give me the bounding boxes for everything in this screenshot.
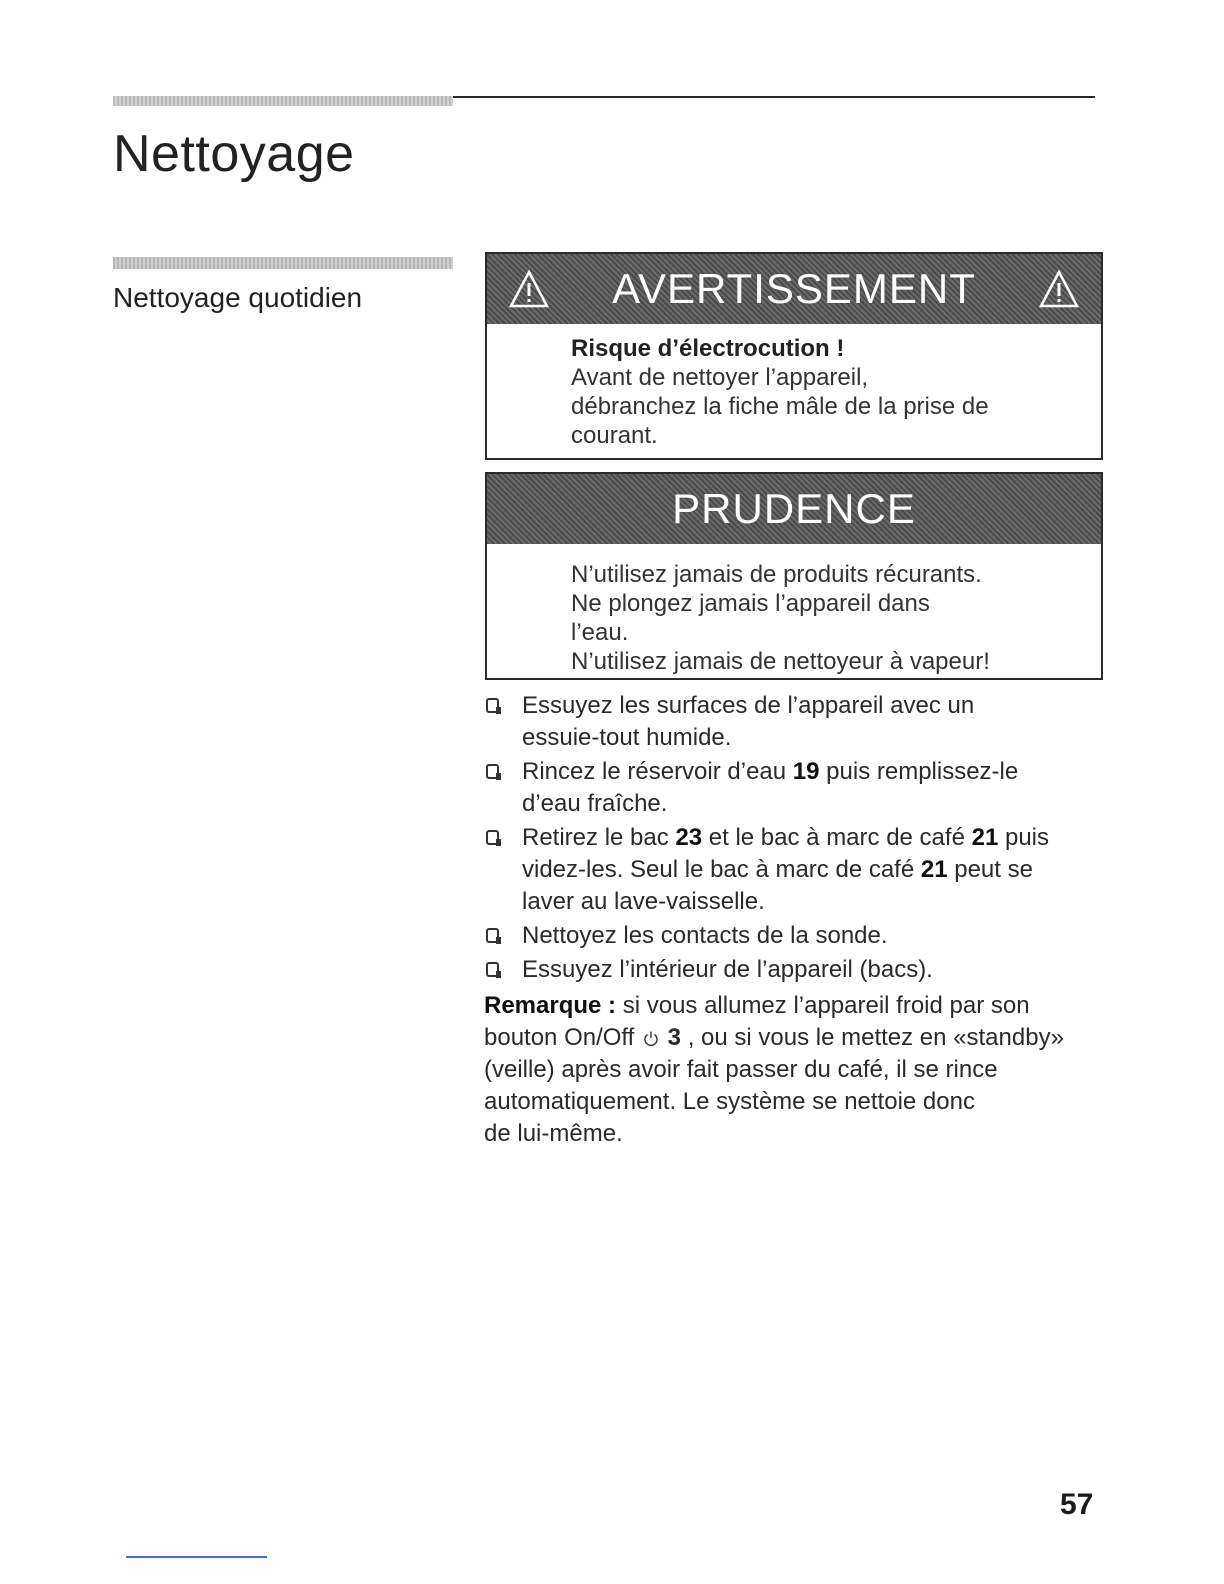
list-item: Rincez le réservoir d’eau 19 puis remplissez-le d’eau fraîche. <box>484 756 1099 820</box>
caution-line: N’utilisez jamais de produits récurants. <box>571 561 982 588</box>
caution-line: l’eau. <box>571 619 629 646</box>
warning-line: Avant de nettoyer l’appareil, <box>571 364 869 391</box>
caution-line: N’utilisez jamais de nettoyeur à vapeur! <box>571 648 990 675</box>
page-number: 57 <box>1060 1488 1094 1521</box>
part-number: 21 <box>920 856 948 883</box>
part-number: 3 <box>667 1024 682 1051</box>
part-number: 23 <box>675 824 703 851</box>
checkbox-icon <box>486 928 499 943</box>
list-item: Nettoyez les contacts de la sonde. <box>484 920 1099 952</box>
caution-body <box>487 544 1101 676</box>
power-icon <box>643 1030 659 1046</box>
warning-line: débranchez la fiche mâle de la prise de <box>571 393 989 420</box>
warning-heading: AVERTISSEMENT <box>612 265 976 312</box>
warning-triangle-icon <box>509 270 549 308</box>
remark-label: Remarque : <box>484 992 617 1019</box>
section-title: Nettoyage quotidien <box>113 282 363 313</box>
cleaning-steps <box>484 690 1099 988</box>
list-item: Essuyez les surfaces de l’appareil avec un essuie-tout humide. <box>484 690 1099 754</box>
checkbox-icon <box>486 830 499 845</box>
checkbox-icon <box>486 698 499 713</box>
checkbox-icon <box>486 764 499 779</box>
part-number: 19 <box>792 758 820 785</box>
caution-box <box>485 472 1103 680</box>
warning-body <box>487 324 1101 450</box>
list-item: Retirez le bac 23 et le bac à marc de café 21 puis videz-les. Seul le bac à marc de café 21 peut se laver au lave-vaisselle. <box>484 822 1099 918</box>
checkbox-icon <box>486 962 499 977</box>
caution-line: Ne plongez jamais l’appareil dans <box>571 590 930 617</box>
footer-rule <box>126 1556 267 1558</box>
warning-line-risk: Risque d’électrocution ! <box>571 335 845 362</box>
warning-line: courant. <box>571 422 658 449</box>
remark-paragraph: Remarque : si vous allumez l’appareil froid par son bouton On/Off 3 , ou si vous le mettez en «standby» (veille) après avoir fait passer du café, il se rince automatiquement. Le système se nettoie donc de lui-même. <box>484 992 1064 1147</box>
warning-header <box>487 254 1101 324</box>
page-title: Nettoyage <box>113 125 355 183</box>
list-item: Essuyez l’intérieur de l’appareil (bacs). <box>484 954 1099 986</box>
section-rule <box>113 257 453 269</box>
top-rule-accent <box>113 96 453 106</box>
warning-box <box>485 252 1103 460</box>
warning-triangle-icon <box>1039 270 1079 308</box>
caution-heading: PRUDENCE <box>672 485 916 532</box>
part-number: 21 <box>971 824 999 851</box>
caution-header <box>487 474 1101 544</box>
